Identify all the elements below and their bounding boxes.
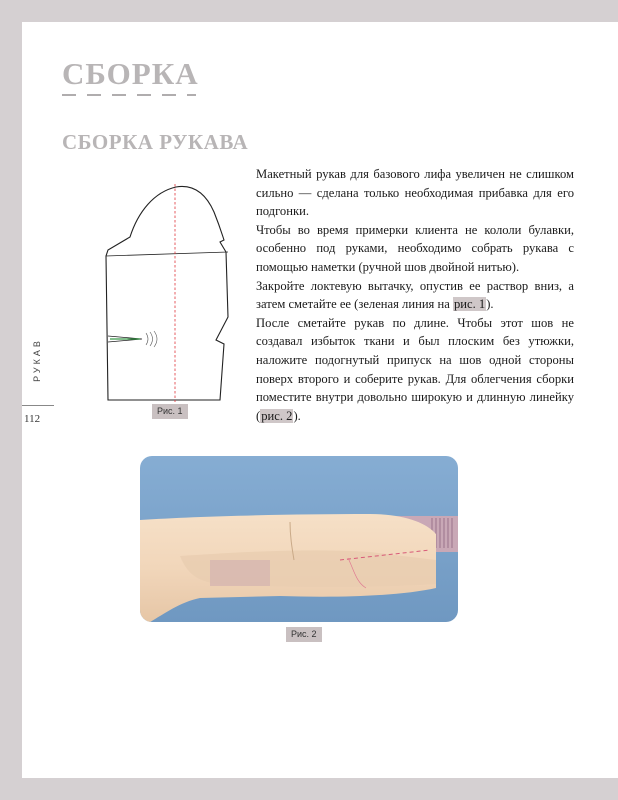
- figure1-caption: Рис. 1: [152, 404, 188, 419]
- cap-line: [106, 252, 228, 256]
- section-title: СБОРКА РУКАВА: [62, 130, 249, 154]
- side-tab-label: РУКАВ: [32, 338, 42, 382]
- paragraph-3: Закройте локтевую вытачку, опустив ее раствор вниз, а затем сметайте ее (зеленая линия на рис. 1).: [256, 278, 574, 312]
- paragraph-4: После сметайте рукав по длине. Чтобы этот шов не создавал избыток ткани и был плоским без утюжки, наложите подогнутый припуск на шов одной стороны поверх второго и соберите рукав. Для облегчения сборки поместите внутри довольно широкую и длинную линейку (рис. 2).: [256, 315, 574, 423]
- dart-fold-marks: [146, 331, 157, 347]
- side-rule: [22, 405, 54, 406]
- paragraph-2: Чтобы во время примерки клиента не кололи булавки, особенно под руками, необходимо собрать рукава с помощью наметки (ручной шов двойной нитью).: [256, 222, 574, 274]
- title-dashes: [62, 94, 196, 96]
- sleeve-outline: [106, 186, 228, 400]
- page: [22, 22, 618, 778]
- figure2-caption: Рис. 2: [286, 627, 322, 642]
- ruler-under-fold: [210, 560, 270, 586]
- side-tab: [22, 322, 52, 398]
- sleeve-pattern-figure: [102, 172, 232, 412]
- figure-ref-2[interactable]: рис. 2: [261, 408, 293, 423]
- sleeve-photo: [140, 456, 458, 622]
- figure-ref-1[interactable]: рис. 1: [453, 297, 486, 312]
- paragraph-1: Макетный рукав для базового лифа увеличен не слишком сильно — сделана только необходимая прибавка для его подгонки.: [256, 167, 574, 219]
- chapter-title: СБОРКА: [62, 56, 199, 91]
- page-number: 112: [24, 413, 41, 425]
- body-text: [256, 165, 574, 425]
